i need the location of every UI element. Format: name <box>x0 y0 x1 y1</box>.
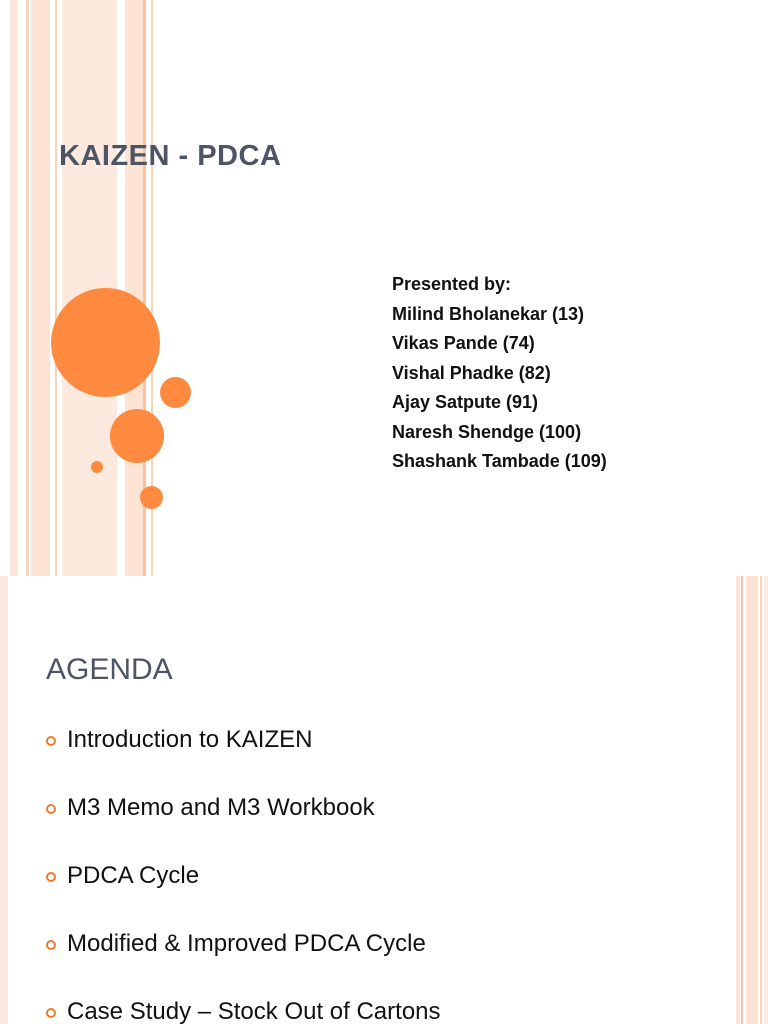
agenda-item-text: Introduction to KAIZEN <box>67 726 313 753</box>
agenda-title: AGENDA <box>46 653 173 686</box>
decorative-stripe <box>736 576 740 1024</box>
decorative-circle-large <box>51 288 160 397</box>
decorative-stripe <box>764 576 768 1024</box>
agenda-item-text: PDCA Cycle <box>67 862 200 889</box>
presenter-list <box>392 270 607 477</box>
decorative-stripe <box>746 576 758 1024</box>
bullet-circle-icon <box>46 1008 56 1018</box>
decorative-stripe <box>0 576 8 1024</box>
decorative-stripe <box>26 0 29 576</box>
decorative-stripe <box>55 0 57 576</box>
presenter-name: Shashank Tambade (109) <box>392 451 607 471</box>
agenda-item-text: Modified & Improved PDCA Cycle <box>67 930 426 957</box>
agenda-item <box>46 930 441 998</box>
presenter-name: Ajay Satpute (91) <box>392 392 539 412</box>
agenda-item <box>46 794 441 862</box>
bullet-circle-icon <box>46 736 56 746</box>
decorative-circle-small <box>91 461 103 473</box>
bullet-circle-icon <box>46 804 56 814</box>
slide-title: KAIZEN - PDCA <box>59 140 282 172</box>
decorative-stripe <box>10 0 18 576</box>
agenda-list <box>46 726 441 1024</box>
decorative-circle <box>160 377 191 408</box>
agenda-item-text: M3 Memo and M3 Workbook <box>67 794 375 821</box>
agenda-item <box>46 998 441 1024</box>
decorative-stripe <box>31 0 50 576</box>
decorative-circle <box>110 409 164 463</box>
decorative-stripe <box>741 576 743 1024</box>
agenda-item <box>46 726 441 794</box>
presenter-name: Vishal Phadke (82) <box>392 362 551 383</box>
decorative-stripe <box>125 0 143 576</box>
presenter-name: Naresh Shendge (100) <box>392 421 582 442</box>
agenda-item <box>46 862 441 930</box>
decorative-circle <box>140 486 163 509</box>
decorative-stripe <box>760 576 762 1024</box>
presenter-name: Milind Bholanekar (13) <box>392 303 585 324</box>
agenda-item-text: Case Study – Stock Out of Cartons <box>67 998 441 1024</box>
presenter-name: Vikas Pande (74) <box>392 333 535 353</box>
bullet-circle-icon <box>46 940 56 950</box>
presenter-heading: Presented by: <box>392 274 512 294</box>
bullet-circle-icon <box>46 872 56 882</box>
agenda-slide <box>0 576 768 1024</box>
